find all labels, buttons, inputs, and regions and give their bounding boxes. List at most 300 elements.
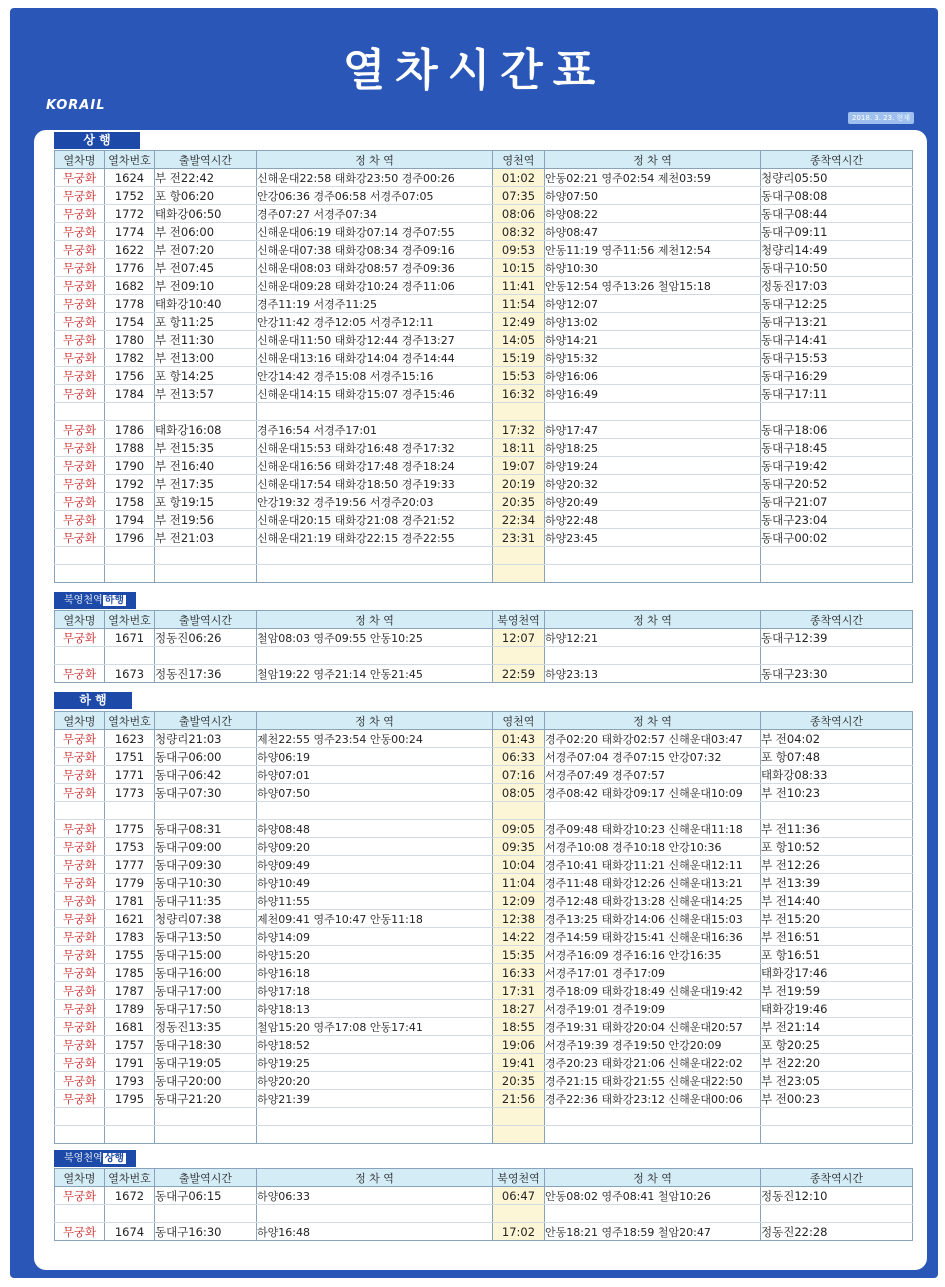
table-row	[55, 1223, 913, 1241]
stops-before: 안강06:36 경주06:58 서경주07:05	[257, 187, 493, 205]
departure-time: 동대구08:31	[155, 820, 257, 838]
table-row	[55, 748, 913, 766]
table-row	[55, 547, 913, 565]
section-label-prefix: 북영천역	[64, 595, 103, 606]
page-title: 열차시간표	[342, 45, 606, 96]
departure-time: 동대구17:00	[155, 982, 257, 1000]
arrival-time: 부 전04:02	[761, 730, 913, 748]
column-header: 종착역시간	[761, 712, 913, 730]
arrival-time: 동대구17:11	[761, 385, 913, 403]
stops-after: 안동08:02 영주08:41 철암10:26	[545, 1187, 761, 1205]
arrival-time: 동대구19:42	[761, 457, 913, 475]
table-row	[55, 964, 913, 982]
stops-before: 신해운대14:15 태화강15:07 경주15:46	[257, 385, 493, 403]
arrival-time: 부 전19:59	[761, 982, 913, 1000]
departure-time: 부 전13:00	[155, 349, 257, 367]
stops-before: 제천09:41 영주10:47 안동11:18	[257, 910, 493, 928]
stops-after: 하양20:49	[545, 493, 761, 511]
stops-after: 서경주07:04 경주07:15 안강07:32	[545, 748, 761, 766]
train-number: 1752	[105, 187, 155, 205]
table-row	[55, 1036, 913, 1054]
train-class: 무궁화	[55, 385, 105, 403]
column-header: 북영천역	[493, 611, 545, 629]
train-class: 무궁화	[55, 838, 105, 856]
section-label-tag: 상행	[104, 1153, 124, 1164]
station-time: 08:32	[493, 223, 545, 241]
train-number: 1794	[105, 511, 155, 529]
stops-before: 하양06:33	[257, 1187, 493, 1205]
date-badge: 2018. 3. 23. 현재	[848, 112, 914, 124]
stops-after: 하양23:45	[545, 529, 761, 547]
stops-after: 하양10:30	[545, 259, 761, 277]
departure-time: 부 전11:30	[155, 331, 257, 349]
station-time: 06:33	[493, 748, 545, 766]
table-row	[55, 1072, 913, 1090]
station-time	[493, 1126, 545, 1144]
stops-after: 서경주16:09 경주16:16 안강16:35	[545, 946, 761, 964]
stops-before	[257, 647, 493, 665]
train-class: 무궁화	[55, 529, 105, 547]
column-header: 출발역시간	[155, 1169, 257, 1187]
stops-after: 경주08:42 태화강09:17 신해운대10:09	[545, 784, 761, 802]
train-class: 무궁화	[55, 367, 105, 385]
table-row	[55, 1054, 913, 1072]
train-number	[105, 647, 155, 665]
station-time: 18:11	[493, 439, 545, 457]
arrival-time: 동대구15:53	[761, 349, 913, 367]
departure-time: 동대구07:30	[155, 784, 257, 802]
arrival-time	[761, 547, 913, 565]
stops-before: 하양06:19	[257, 748, 493, 766]
header-row	[55, 611, 913, 629]
departure-time: 동대구20:00	[155, 1072, 257, 1090]
departure-time	[155, 1205, 257, 1223]
departure-time: 부 전07:20	[155, 241, 257, 259]
section-label-north-down	[54, 592, 136, 609]
departure-time: 부 전06:00	[155, 223, 257, 241]
table-row	[55, 313, 913, 331]
stops-after: 하양12:07	[545, 295, 761, 313]
stops-after	[545, 1126, 761, 1144]
station-time	[493, 1108, 545, 1126]
column-header: 북영천역	[493, 1169, 545, 1187]
train-number: 1778	[105, 295, 155, 313]
train-class: 무궁화	[55, 349, 105, 367]
up-table	[54, 150, 913, 583]
train-class: 무궁화	[55, 964, 105, 982]
departure-time	[155, 1108, 257, 1126]
departure-time: 부 전22:42	[155, 169, 257, 187]
arrival-time	[761, 565, 913, 583]
departure-time: 정동진06:26	[155, 629, 257, 647]
table-row	[55, 1205, 913, 1223]
train-number: 1673	[105, 665, 155, 683]
train-class: 무궁화	[55, 665, 105, 683]
train-class: 무궁화	[55, 910, 105, 928]
stops-after: 하양17:47	[545, 421, 761, 439]
train-class: 무궁화	[55, 784, 105, 802]
train-class: 무궁화	[55, 241, 105, 259]
station-time: 20:35	[493, 1072, 545, 1090]
train-class	[55, 647, 105, 665]
departure-time: 동대구16:30	[155, 1223, 257, 1241]
departure-time: 동대구15:00	[155, 946, 257, 964]
train-number: 1624	[105, 169, 155, 187]
train-class: 무궁화	[55, 946, 105, 964]
station-time: 07:16	[493, 766, 545, 784]
stops-after: 하양14:21	[545, 331, 761, 349]
column-header: 정 차 역	[545, 151, 761, 169]
stops-after: 경주22:36 태화강23:12 신해운대00:06	[545, 1090, 761, 1108]
train-class: 무궁화	[55, 511, 105, 529]
train-number: 1793	[105, 1072, 155, 1090]
stops-before: 하양14:09	[257, 928, 493, 946]
station-time: 12:07	[493, 629, 545, 647]
train-number: 1782	[105, 349, 155, 367]
station-time: 16:32	[493, 385, 545, 403]
stops-after: 하양22:48	[545, 511, 761, 529]
departure-time: 부 전16:40	[155, 457, 257, 475]
north-up-table	[54, 1168, 913, 1241]
stops-before: 신해운대09:28 태화강10:24 경주11:06	[257, 277, 493, 295]
stops-after	[545, 547, 761, 565]
table-row	[55, 187, 913, 205]
arrival-time: 부 전23:05	[761, 1072, 913, 1090]
train-number: 1755	[105, 946, 155, 964]
train-number: 1757	[105, 1036, 155, 1054]
column-header: 열차번호	[105, 1169, 155, 1187]
arrival-time: 부 전16:51	[761, 928, 913, 946]
train-class: 무궁화	[55, 1036, 105, 1054]
train-class	[55, 547, 105, 565]
train-class: 무궁화	[55, 295, 105, 313]
train-class	[55, 565, 105, 583]
table-row	[55, 1187, 913, 1205]
stops-after: 하양18:25	[545, 439, 761, 457]
arrival-time: 동대구21:07	[761, 493, 913, 511]
arrival-time: 포 항20:25	[761, 1036, 913, 1054]
train-number	[105, 547, 155, 565]
stops-before: 하양08:48	[257, 820, 493, 838]
train-class	[55, 1205, 105, 1223]
stops-before: 하양17:18	[257, 982, 493, 1000]
arrival-time	[761, 1108, 913, 1126]
train-number: 1790	[105, 457, 155, 475]
stops-after: 서경주17:01 경주17:09	[545, 964, 761, 982]
stops-after: 서경주19:01 경주19:09	[545, 1000, 761, 1018]
train-class	[55, 802, 105, 820]
column-header: 열차명	[55, 712, 105, 730]
stops-after: 하양16:06	[545, 367, 761, 385]
station-time: 19:41	[493, 1054, 545, 1072]
station-time: 15:35	[493, 946, 545, 964]
table-row	[55, 529, 913, 547]
station-time: 23:31	[493, 529, 545, 547]
stops-after: 경주13:25 태화강14:06 신해운대15:03	[545, 910, 761, 928]
column-header: 종착역시간	[761, 611, 913, 629]
departure-time: 태화강10:40	[155, 295, 257, 313]
stops-before: 하양16:18	[257, 964, 493, 982]
column-header: 정 차 역	[257, 151, 493, 169]
stops-after: 경주10:41 태화강11:21 신해운대12:11	[545, 856, 761, 874]
train-number: 1771	[105, 766, 155, 784]
stops-before: 신해운대17:54 태화강18:50 경주19:33	[257, 475, 493, 493]
section-label-north-up	[54, 1150, 136, 1167]
table-row	[55, 259, 913, 277]
train-class: 무궁화	[55, 493, 105, 511]
train-number: 1775	[105, 820, 155, 838]
station-time: 12:38	[493, 910, 545, 928]
train-number: 1774	[105, 223, 155, 241]
station-time: 11:04	[493, 874, 545, 892]
train-class: 무궁화	[55, 1054, 105, 1072]
station-time: 14:22	[493, 928, 545, 946]
train-number: 1795	[105, 1090, 155, 1108]
table-row	[55, 730, 913, 748]
down-table	[54, 711, 913, 1144]
stops-before: 경주07:27 서경주07:34	[257, 205, 493, 223]
arrival-time: 포 항16:51	[761, 946, 913, 964]
stops-after: 경주12:48 태화강13:28 신해운대14:25	[545, 892, 761, 910]
section-label-up: 상 행	[54, 132, 140, 149]
stops-before: 하양20:20	[257, 1072, 493, 1090]
train-number: 1785	[105, 964, 155, 982]
table-row	[55, 820, 913, 838]
train-number: 1788	[105, 439, 155, 457]
departure-time: 동대구11:35	[155, 892, 257, 910]
departure-time: 포 항14:25	[155, 367, 257, 385]
stops-before	[257, 802, 493, 820]
arrival-time	[761, 1205, 913, 1223]
departure-time: 동대구19:05	[155, 1054, 257, 1072]
stops-after	[545, 1108, 761, 1126]
arrival-time	[761, 403, 913, 421]
train-number: 1780	[105, 331, 155, 349]
train-class: 무궁화	[55, 856, 105, 874]
station-time: 20:19	[493, 475, 545, 493]
train-number: 1776	[105, 259, 155, 277]
stops-before: 하양19:25	[257, 1054, 493, 1072]
departure-time: 부 전21:03	[155, 529, 257, 547]
station-time: 19:07	[493, 457, 545, 475]
stops-before: 철암08:03 영주09:55 안동10:25	[257, 629, 493, 647]
arrival-time: 동대구23:30	[761, 665, 913, 683]
table-row	[55, 892, 913, 910]
station-time: 15:19	[493, 349, 545, 367]
table-row	[55, 928, 913, 946]
stops-before	[257, 1126, 493, 1144]
stops-after: 안동18:21 영주18:59 철암20:47	[545, 1223, 761, 1241]
arrival-time: 청량리05:50	[761, 169, 913, 187]
departure-time: 동대구09:30	[155, 856, 257, 874]
train-number: 1681	[105, 1018, 155, 1036]
stops-before	[257, 547, 493, 565]
table-row	[55, 385, 913, 403]
station-time: 11:54	[493, 295, 545, 313]
departure-time: 부 전19:56	[155, 511, 257, 529]
station-time: 09:05	[493, 820, 545, 838]
station-time: 08:05	[493, 784, 545, 802]
header-row	[55, 712, 913, 730]
departure-time: 정동진13:35	[155, 1018, 257, 1036]
stops-after: 경주18:09 태화강18:49 신해운대19:42	[545, 982, 761, 1000]
stops-after: 경주11:48 태화강12:26 신해운대13:21	[545, 874, 761, 892]
train-number	[105, 565, 155, 583]
train-number: 1787	[105, 982, 155, 1000]
stops-after	[545, 565, 761, 583]
departure-time: 태화강06:50	[155, 205, 257, 223]
train-class: 무궁화	[55, 223, 105, 241]
arrival-time: 동대구00:02	[761, 529, 913, 547]
stops-before: 하양18:52	[257, 1036, 493, 1054]
arrival-time: 부 전21:14	[761, 1018, 913, 1036]
station-time: 08:06	[493, 205, 545, 223]
arrival-time	[761, 802, 913, 820]
stops-after: 경주20:23 태화강21:06 신해운대22:02	[545, 1054, 761, 1072]
stops-before: 하양09:49	[257, 856, 493, 874]
station-time: 01:43	[493, 730, 545, 748]
station-time: 22:59	[493, 665, 545, 683]
arrival-time: 부 전13:39	[761, 874, 913, 892]
departure-time: 포 항06:20	[155, 187, 257, 205]
stops-before: 신해운대16:56 태화강17:48 경주18:24	[257, 457, 493, 475]
stops-before	[257, 1205, 493, 1223]
train-class: 무궁화	[55, 1018, 105, 1036]
stops-before: 철암15:20 영주17:08 안동17:41	[257, 1018, 493, 1036]
station-time: 20:35	[493, 493, 545, 511]
stops-before: 안강11:42 경주12:05 서경주12:11	[257, 313, 493, 331]
table-row	[55, 766, 913, 784]
departure-time	[155, 547, 257, 565]
north-down-table	[54, 610, 913, 683]
column-header: 정 차 역	[257, 712, 493, 730]
column-header: 정 차 역	[257, 1169, 493, 1187]
stops-before: 신해운대08:03 태화강08:57 경주09:36	[257, 259, 493, 277]
train-class: 무궁화	[55, 439, 105, 457]
train-class: 무궁화	[55, 421, 105, 439]
train-number: 1796	[105, 529, 155, 547]
column-header: 열차명	[55, 151, 105, 169]
stops-after: 서경주10:08 경주10:18 안강10:36	[545, 838, 761, 856]
arrival-time: 부 전15:20	[761, 910, 913, 928]
arrival-time: 정동진22:28	[761, 1223, 913, 1241]
station-time: 17:02	[493, 1223, 545, 1241]
stops-before: 하양16:48	[257, 1223, 493, 1241]
column-header: 출발역시간	[155, 151, 257, 169]
train-class: 무궁화	[55, 874, 105, 892]
station-time: 07:35	[493, 187, 545, 205]
stops-before: 신해운대07:38 태화강08:34 경주09:16	[257, 241, 493, 259]
table-row	[55, 331, 913, 349]
departure-time: 청량리21:03	[155, 730, 257, 748]
table-row	[55, 223, 913, 241]
train-class: 무궁화	[55, 331, 105, 349]
stops-after: 안동12:54 영주13:26 철암15:18	[545, 277, 761, 295]
station-time: 17:32	[493, 421, 545, 439]
station-time: 11:41	[493, 277, 545, 295]
station-time: 12:49	[493, 313, 545, 331]
departure-time: 부 전09:10	[155, 277, 257, 295]
train-number: 1773	[105, 784, 155, 802]
departure-time: 동대구10:30	[155, 874, 257, 892]
stops-after: 하양13:02	[545, 313, 761, 331]
column-header: 정 차 역	[545, 1169, 761, 1187]
section-label-down: 하 행	[54, 692, 132, 709]
train-class: 무궁화	[55, 928, 105, 946]
stops-after	[545, 647, 761, 665]
stops-before: 신해운대21:19 태화강22:15 경주22:55	[257, 529, 493, 547]
stops-before: 경주11:19 서경주11:25	[257, 295, 493, 313]
stops-before: 신해운대20:15 태화강21:08 경주21:52	[257, 511, 493, 529]
train-number	[105, 1108, 155, 1126]
train-number: 1786	[105, 421, 155, 439]
station-time	[493, 565, 545, 583]
stops-after: 하양08:47	[545, 223, 761, 241]
stops-before: 하양21:39	[257, 1090, 493, 1108]
stops-after: 하양19:24	[545, 457, 761, 475]
train-number	[105, 802, 155, 820]
stops-after: 안동11:19 영주11:56 제천12:54	[545, 241, 761, 259]
table-row	[55, 802, 913, 820]
station-time: 18:27	[493, 1000, 545, 1018]
column-header: 정 차 역	[545, 611, 761, 629]
train-class: 무궁화	[55, 1000, 105, 1018]
arrival-time: 동대구16:29	[761, 367, 913, 385]
departure-time: 포 항11:25	[155, 313, 257, 331]
train-class: 무궁화	[55, 748, 105, 766]
train-number: 1789	[105, 1000, 155, 1018]
train-number: 1758	[105, 493, 155, 511]
table-row	[55, 910, 913, 928]
station-time: 15:53	[493, 367, 545, 385]
train-number: 1777	[105, 856, 155, 874]
stops-after	[545, 802, 761, 820]
table-row	[55, 838, 913, 856]
arrival-time: 동대구12:25	[761, 295, 913, 313]
section-label-tag: 하행	[104, 595, 124, 606]
departure-time: 부 전13:57	[155, 385, 257, 403]
train-number: 1792	[105, 475, 155, 493]
departure-time: 동대구09:00	[155, 838, 257, 856]
train-class: 무궁화	[55, 1090, 105, 1108]
train-number: 1671	[105, 629, 155, 647]
stops-after: 하양20:32	[545, 475, 761, 493]
arrival-time: 동대구20:52	[761, 475, 913, 493]
stops-before: 하양10:49	[257, 874, 493, 892]
train-class: 무궁화	[55, 457, 105, 475]
table-row	[55, 982, 913, 1000]
table-row	[55, 784, 913, 802]
stops-after: 서경주19:39 경주19:50 안강20:09	[545, 1036, 761, 1054]
table-row	[55, 367, 913, 385]
column-header: 종착역시간	[761, 1169, 913, 1187]
table-row	[55, 1126, 913, 1144]
section-label-prefix: 북영천역	[64, 1153, 103, 1164]
stops-before: 신해운대22:58 태화강23:50 경주00:26	[257, 169, 493, 187]
table-row	[55, 403, 913, 421]
timetable-panel	[34, 130, 927, 1270]
table-row	[55, 349, 913, 367]
column-header: 정 차 역	[257, 611, 493, 629]
departure-time: 태화강16:08	[155, 421, 257, 439]
train-number: 1779	[105, 874, 155, 892]
train-class: 무궁화	[55, 1072, 105, 1090]
stops-after: 하양12:21	[545, 629, 761, 647]
stops-before: 철암19:22 영주21:14 안동21:45	[257, 665, 493, 683]
stops-after: 하양23:13	[545, 665, 761, 683]
stops-before: 신해운대15:53 태화강16:48 경주17:32	[257, 439, 493, 457]
header-row	[55, 1169, 913, 1187]
